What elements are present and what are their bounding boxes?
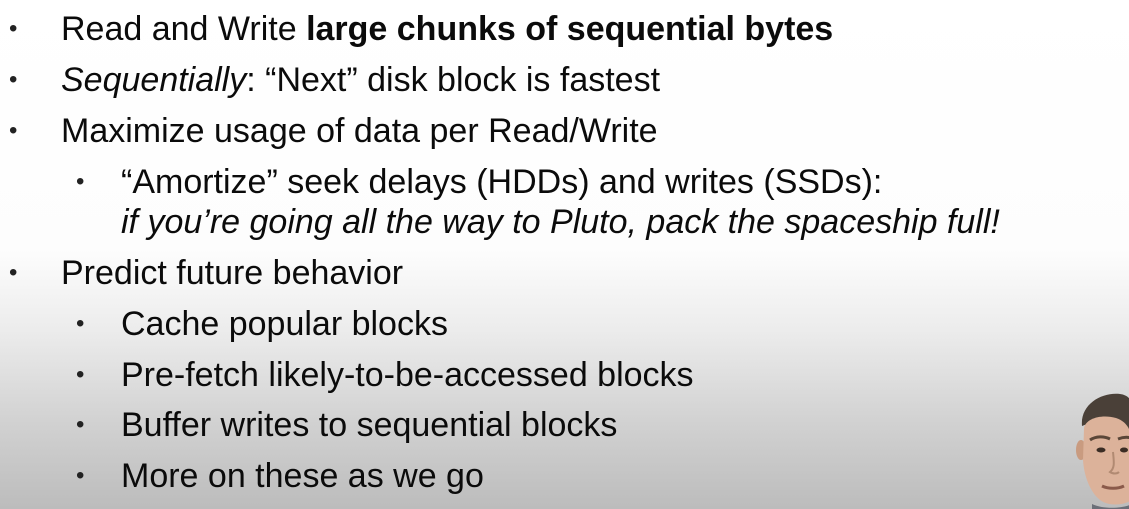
bullet-text: Cache popular blocks bbox=[121, 305, 448, 343]
subbullet-prefetch bbox=[76, 355, 694, 395]
presenter-face-icon bbox=[1072, 392, 1129, 509]
bullet-maximize-usage bbox=[9, 111, 658, 151]
bullet-dot: • bbox=[76, 168, 85, 195]
bullet-emphasis: Sequentially bbox=[61, 61, 247, 99]
bullet-dot: • bbox=[9, 15, 18, 42]
subbullet-buffer-writes bbox=[76, 405, 618, 445]
bullet-dot: • bbox=[76, 411, 85, 438]
bullet-text: Predict future behavior bbox=[61, 254, 404, 292]
bullet-text: Read and Write bbox=[61, 10, 307, 48]
bullet-text: Maximize usage of data per Read/Write bbox=[61, 112, 658, 150]
bullet-text: Buffer writes to sequential blocks bbox=[121, 406, 618, 444]
subbullet-pluto-quote bbox=[121, 202, 1000, 242]
bullet-text: “Amortize” seek delays (HDDs) and writes (SSDs): bbox=[121, 163, 883, 201]
bullet-text: : “Next” disk block is fastest bbox=[246, 61, 661, 99]
bullet-dot: • bbox=[76, 361, 85, 388]
presenter-video-icon bbox=[1072, 392, 1129, 509]
bullet-text: Pre-fetch likely-to-be-accessed blocks bbox=[121, 356, 694, 394]
bullet-dot: • bbox=[9, 66, 18, 93]
bullet-predict-future bbox=[9, 253, 404, 293]
bullet-read-write bbox=[9, 9, 834, 49]
bullet-dot: • bbox=[9, 259, 18, 286]
subbullet-cache bbox=[76, 304, 448, 344]
bullet-dot: • bbox=[9, 117, 18, 144]
subbullet-amortize bbox=[76, 162, 883, 202]
bullet-text: More on these as we go bbox=[121, 457, 484, 495]
subbullet-more-on-these bbox=[76, 456, 484, 496]
bullet-quote-text: if you’re going all the way to Pluto, pack the spaceship full! bbox=[121, 203, 1000, 241]
bullet-sequentially bbox=[9, 60, 661, 100]
bullet-dot: • bbox=[76, 310, 85, 337]
bullet-emphasis: large chunks of sequential bytes bbox=[306, 10, 834, 48]
bullet-dot: • bbox=[76, 462, 85, 489]
